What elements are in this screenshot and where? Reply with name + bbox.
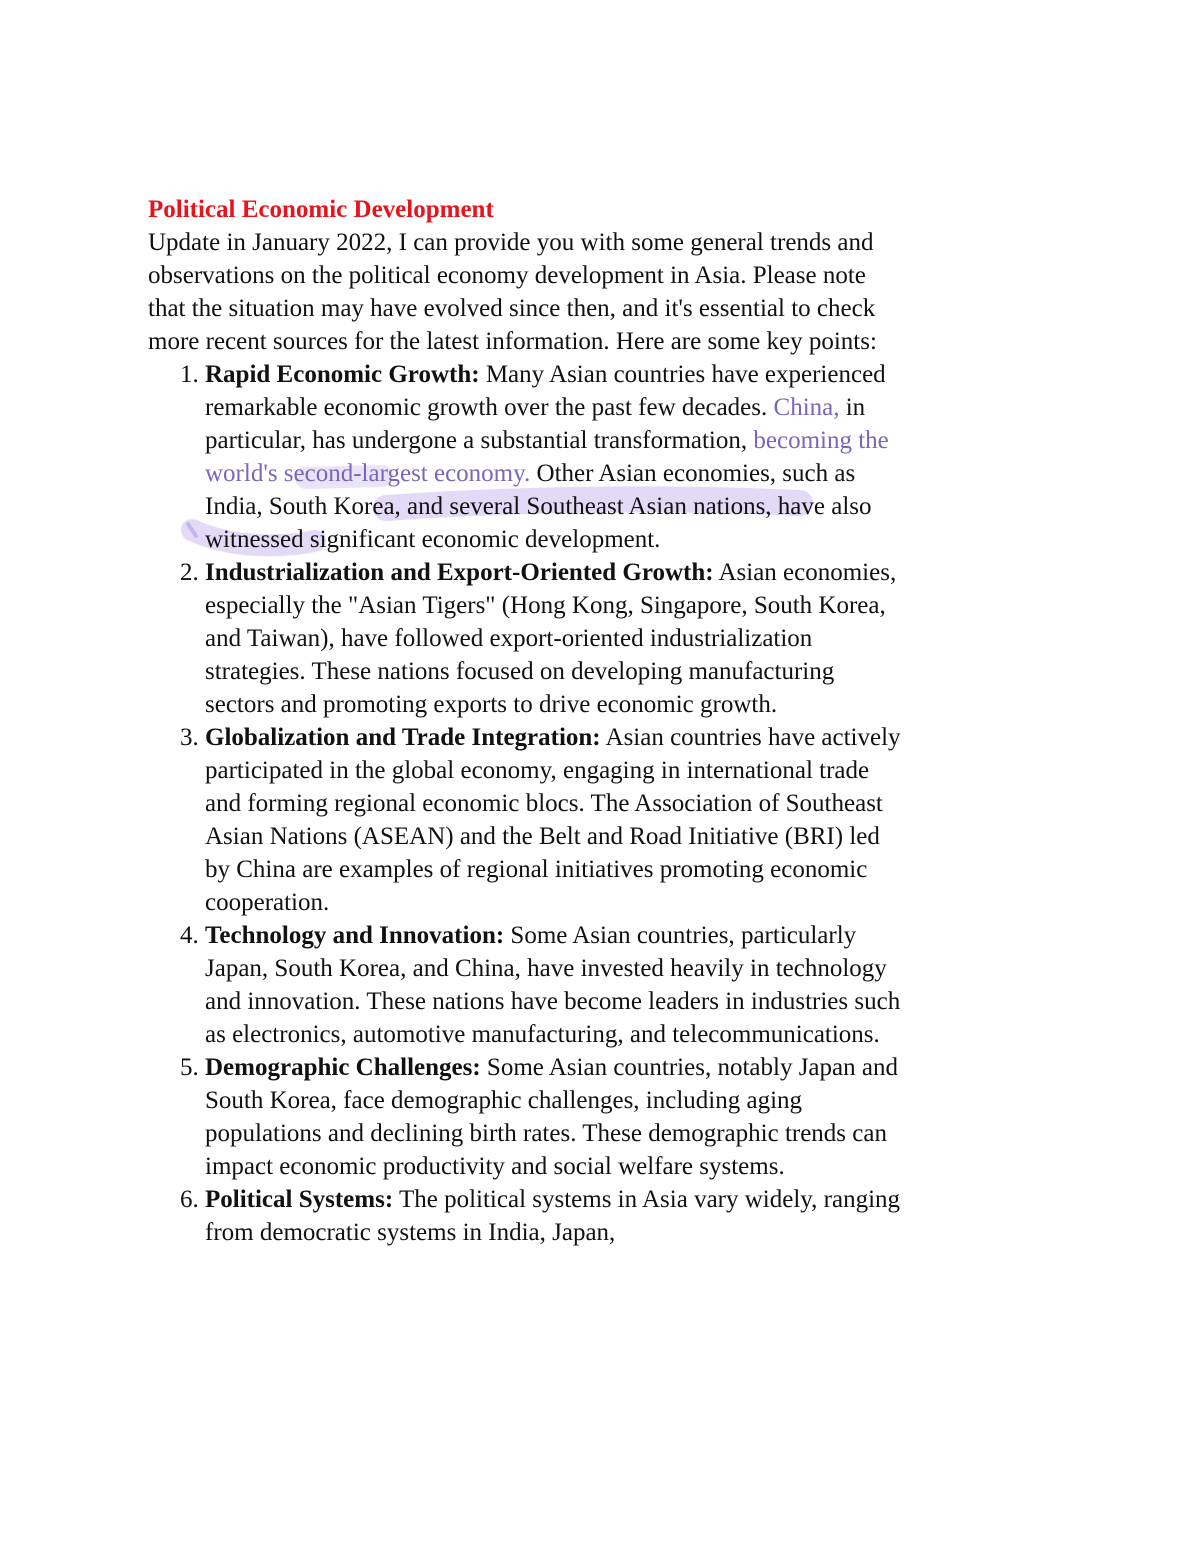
item-heading: Technology and Innovation: bbox=[205, 922, 505, 949]
item-text: in particular, has undergone a substantial transformation, bbox=[205, 394, 866, 454]
item-heading: Political Systems: bbox=[205, 1186, 394, 1213]
item-text: Some Asian countries, particularly Japan, South Korea, and China, have invested heavily in technology and innovation. These nations have become leaders in industries such as electronics, automotive manufacturing, and telecommunications. bbox=[205, 922, 901, 1048]
item-text: The political systems in Asia vary widely, ranging from democratic systems in India, Japan, bbox=[205, 1186, 901, 1246]
item-heading: Rapid Economic Growth: bbox=[205, 361, 480, 388]
list-item bbox=[205, 556, 908, 721]
intro-paragraph: Update in January 2022, I can provide you with some general trends and observations on the political economy development in Asia. Please note that the situation may have evolved since then, and it's essential to check more recent sources for the latest information. Here are some key points: bbox=[148, 229, 877, 355]
list-item bbox=[205, 919, 908, 1051]
list-item bbox=[205, 721, 908, 919]
key-points-list bbox=[148, 358, 908, 1249]
highlighted-text: becoming the world's second-largest economy. bbox=[205, 427, 889, 487]
highlighted-text: China, bbox=[773, 394, 840, 421]
item-text: Other Asian economies, such as India, South Korea, and several Southeast Asian nations, have also witnessed significant economic development. bbox=[205, 460, 872, 553]
item-text: Asian countries have actively participated in the global economy, engaging in international trade and forming regional economic blocs. The Association of Southeast Asian Nations (ASEAN) and the Belt and Road Initiative (BRI) led by China are examples of regional initiatives promoting economic cooperation. bbox=[205, 724, 901, 916]
item-text: Many Asian countries have experienced remarkable economic growth over the past few decades. bbox=[205, 361, 886, 421]
item-heading: Demographic Challenges: bbox=[205, 1054, 481, 1081]
item-text: Asian economies, especially the "Asian Tigers" (Hong Kong, Singapore, South Korea, and Taiwan), have followed export-oriented industrialization strategies. These nations focused on developing manufacturing sectors and promoting exports to drive economic growth. bbox=[205, 559, 897, 718]
document-title: Political Economic Development bbox=[148, 196, 494, 223]
list-item bbox=[205, 1051, 908, 1183]
item-heading: Industrialization and Export-Oriented Growth: bbox=[205, 559, 714, 586]
item-heading: Globalization and Trade Integration: bbox=[205, 724, 601, 751]
item-text: Some Asian countries, notably Japan and South Korea, face demographic challenges, including aging populations and declining birth rates. These demographic trends can impact economic productivity and social welfare systems. bbox=[205, 1054, 898, 1180]
list-item bbox=[205, 1183, 908, 1249]
list-item bbox=[205, 358, 908, 556]
document-page bbox=[148, 193, 908, 1249]
